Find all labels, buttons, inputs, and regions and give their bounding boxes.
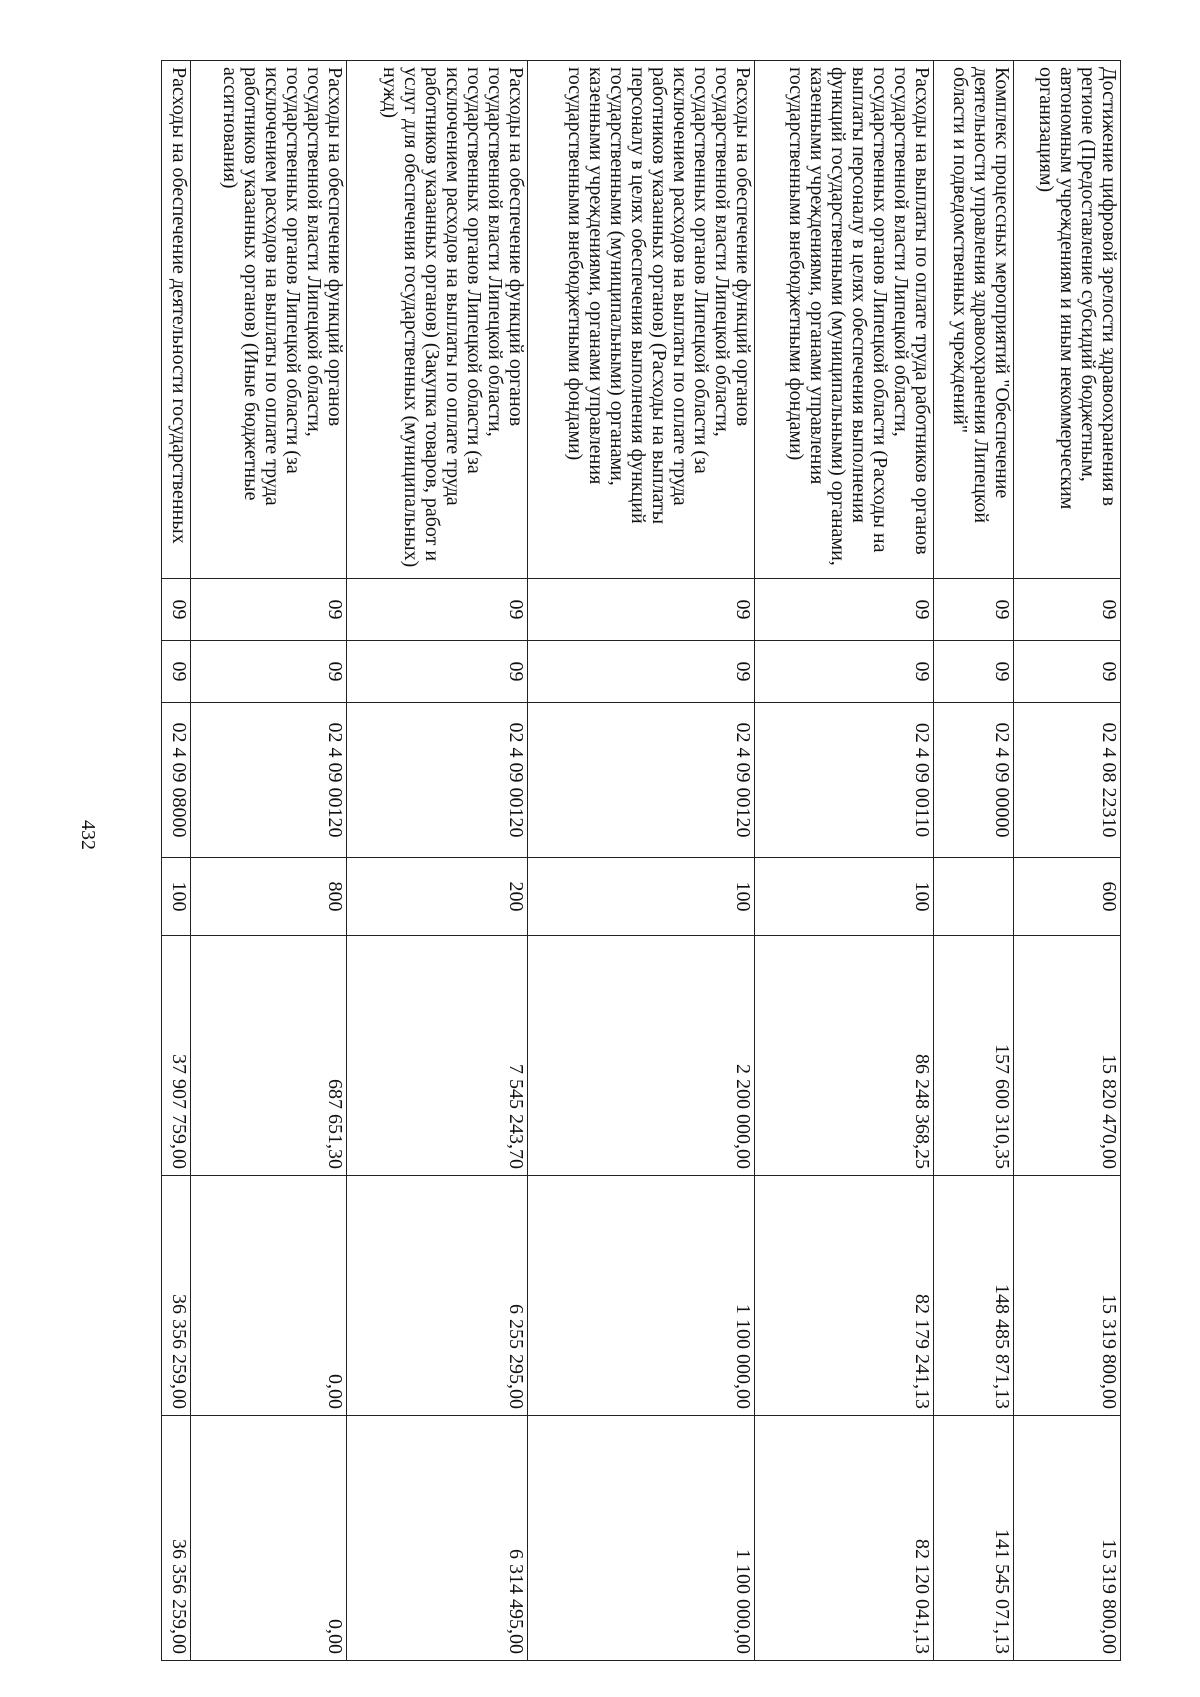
amount-3: 0,00 xyxy=(190,1416,346,1661)
row-name: Расходы на обеспечение функций органов государственной власти Липецкой области, государственных органов Липецкой области (за исключением расходов на выплаты по оплате труда работников указанных органов) (Расходы на выплаты персоналу в целях обеспечения выполнения функций государственными (муниципальными) органами, казенными учреждениями, органами управления государственными внебюджетными фондами) xyxy=(528,61,754,579)
expense-type: 100 xyxy=(754,858,933,936)
row-name: Достижение цифровой зрелости здравоохранения в регионе (Предоставление субсидий бюджетным, автономным учреждениям и иным некоммерческим организациям) xyxy=(1014,61,1121,579)
ministry-code: 09 xyxy=(934,579,1014,641)
table-row xyxy=(934,61,1014,1661)
amount-3: 36 356 259,00 xyxy=(162,1416,191,1661)
amount-2: 82 179 241,13 xyxy=(754,1176,933,1416)
amount-2: 15 319 800,00 xyxy=(1014,1176,1121,1416)
expense-type: 100 xyxy=(528,858,754,936)
amount-2: 1 100 000,00 xyxy=(528,1176,754,1416)
amount-1: 687 651,30 xyxy=(190,936,346,1176)
amount-1: 86 248 368,25 xyxy=(754,936,933,1176)
page-number: 432 xyxy=(77,820,99,850)
row-name: Расходы на выплаты по оплате труда работников органов государственной власти Липецкой области, государственных органов Липецкой области (Расходы на выплаты персоналу в целях обеспечения выполнения функций государственными (муниципальными) органами, казенными учреждениями, органами управления государственными внебюджетными фондами) xyxy=(754,61,933,579)
row-name: Расходы на обеспечение деятельности государственных xyxy=(162,61,191,579)
target-article: 02 4 09 00000 xyxy=(934,703,1014,858)
amount-3: 141 545 071,13 xyxy=(934,1416,1014,1661)
ministry-code: 09 xyxy=(190,579,346,641)
amount-2: 0,00 xyxy=(190,1176,346,1416)
table-row xyxy=(162,61,191,1661)
section-code: 09 xyxy=(162,641,191,703)
budget-table xyxy=(161,60,1121,1661)
target-article: 02 4 09 00120 xyxy=(346,703,528,858)
table-row xyxy=(190,61,346,1661)
amount-3: 1 100 000,00 xyxy=(528,1416,754,1661)
amount-2: 36 356 259,00 xyxy=(162,1176,191,1416)
expense-type: 200 xyxy=(346,858,528,936)
section-code: 09 xyxy=(190,641,346,703)
expense-type xyxy=(934,858,1014,936)
table-row xyxy=(346,61,528,1661)
amount-2: 6 255 295,00 xyxy=(346,1176,528,1416)
amount-3: 82 120 041,13 xyxy=(754,1416,933,1661)
ministry-code: 09 xyxy=(346,579,528,641)
table-row xyxy=(1014,61,1121,1661)
section-code: 09 xyxy=(1014,641,1121,703)
table-row xyxy=(754,61,933,1661)
target-article: 02 4 08 22310 xyxy=(1014,703,1121,858)
row-name: Расходы на обеспечение функций органов государственной власти Липецкой области, государственных органов Липецкой области (за исключением расходов на выплаты по оплате труда работников указанных органов) (Закупка товаров, работ и услуг для обеспечения государственных (муниципальных) нужд) xyxy=(346,61,528,579)
expense-type: 100 xyxy=(162,858,191,936)
expense-type: 600 xyxy=(1014,858,1121,936)
amount-1: 7 545 243,70 xyxy=(346,936,528,1176)
ministry-code: 09 xyxy=(1014,579,1121,641)
amount-1: 157 600 310,35 xyxy=(934,936,1014,1176)
table-row xyxy=(528,61,754,1661)
section-code: 09 xyxy=(528,641,754,703)
target-article: 02 4 09 08000 xyxy=(162,703,191,858)
section-code: 09 xyxy=(346,641,528,703)
amount-3: 15 319 800,00 xyxy=(1014,1416,1121,1661)
ministry-code: 09 xyxy=(528,579,754,641)
row-name: Комплекс процессных мероприятий "Обеспечение деятельности управления здравоохранения Липецкой области и подведомственных учреждений" xyxy=(934,61,1014,579)
ministry-code: 09 xyxy=(162,579,191,641)
target-article: 02 4 09 00120 xyxy=(528,703,754,858)
amount-1: 15 820 470,00 xyxy=(1014,936,1121,1176)
section-code: 09 xyxy=(934,641,1014,703)
row-name: Расходы на обеспечение функций органов государственной власти Липецкой области, государственных органов Липецкой области (за исключением расходов на выплаты по оплате труда работников указанных органов) (Иные бюджетные ассигнования) xyxy=(190,61,346,579)
amount-2: 148 485 871,13 xyxy=(934,1176,1014,1416)
expense-type: 800 xyxy=(190,858,346,936)
target-article: 02 4 09 00120 xyxy=(190,703,346,858)
amount-3: 6 314 495,00 xyxy=(346,1416,528,1661)
section-code: 09 xyxy=(754,641,933,703)
ministry-code: 09 xyxy=(754,579,933,641)
amount-1: 2 200 000,00 xyxy=(528,936,754,1176)
target-article: 02 4 09 00110 xyxy=(754,703,933,858)
amount-1: 37 907 759,00 xyxy=(162,936,191,1176)
